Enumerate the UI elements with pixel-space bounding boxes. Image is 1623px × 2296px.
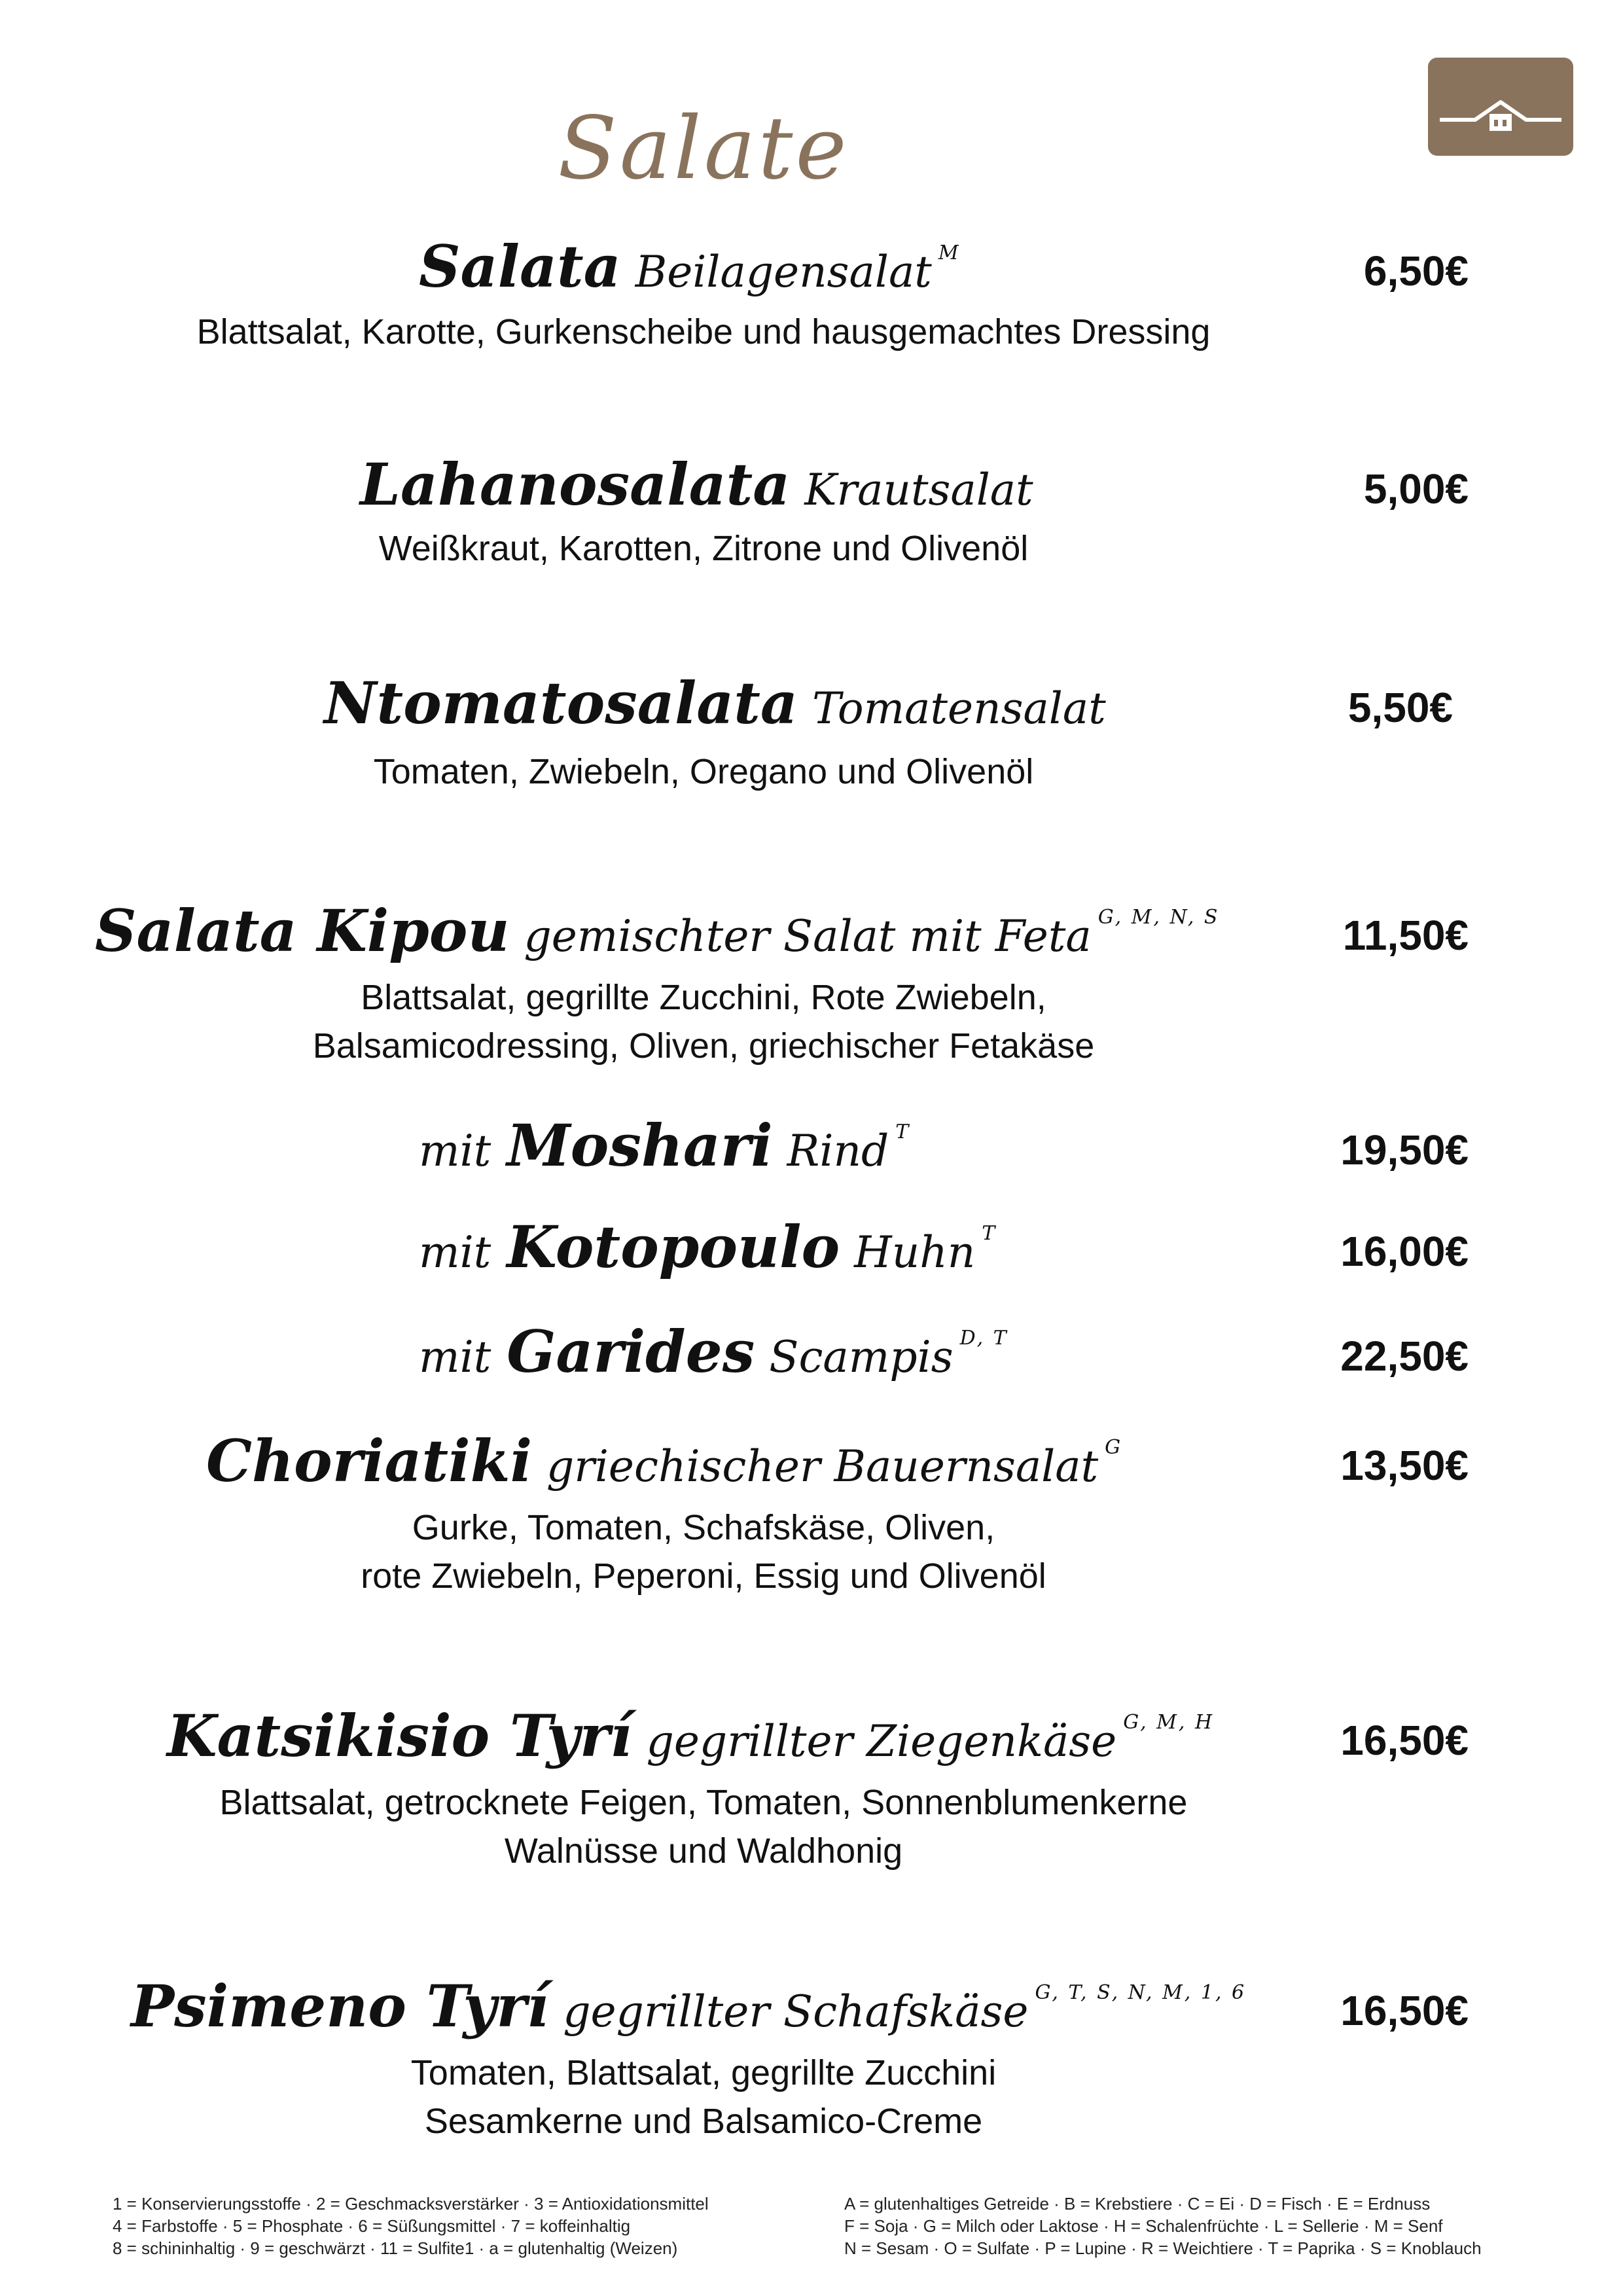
dish-greek-name: Katsikisio Tyrí xyxy=(167,1702,632,1770)
dish-description: Blattsalat, gegrillte Zucchini, Rote Zwiebeln, xyxy=(361,978,1046,1017)
dish-greek-name: Moshari xyxy=(507,1111,773,1179)
dish-german-name: griechischer Bauernsalat xyxy=(546,1441,1099,1492)
dish-german-name: Tomatensalat xyxy=(812,683,1106,734)
dish-greek-name: Lahanosalata xyxy=(360,450,791,518)
allergen-codes: G, M, N, S xyxy=(1097,906,1220,929)
legend-line: 8 = schininhaltig · 9 = geschwärzt · 11 = Sulfite1 · a = glutenhaltig (Weizen) xyxy=(113,2238,678,2258)
allergen-codes: D, T xyxy=(959,1327,1008,1350)
menu-item xyxy=(0,1427,1623,1623)
dish-greek-name: Salata xyxy=(419,232,621,300)
dish-price: 16,50€ xyxy=(1340,1987,1469,2034)
dish-german-name: gegrillter Ziegenkäse xyxy=(646,1716,1117,1767)
allergen-codes: T xyxy=(982,1222,997,1245)
dish-price: 13,50€ xyxy=(1340,1442,1469,1489)
allergen-codes: G, T, S, N, M, 1, 6 xyxy=(1035,1981,1247,2004)
dish-description: rote Zwiebeln, Peperoni, Essig und Olivenöl xyxy=(361,1556,1046,1596)
dish-german-name: Krautsalat xyxy=(804,465,1033,515)
dish-greek-name: Choriatiki xyxy=(206,1427,533,1495)
dish-description: Gurke, Tomaten, Schafskäse, Oliven, xyxy=(412,1508,995,1547)
page-title: Salate xyxy=(558,98,849,199)
dish-greek-name: Salata Kipou xyxy=(95,897,510,965)
dish-prefix: mit xyxy=(419,1126,491,1176)
dish-price: 16,50€ xyxy=(1340,1717,1469,1764)
dish-description: Walnüsse und Waldhonig xyxy=(504,1831,903,1871)
dish-greek-name: Psimeno Tyrí xyxy=(131,1972,549,2040)
dish-description: Blattsalat, Karotte, Gurkenscheibe und hausgemachtes Dressing xyxy=(196,312,1211,351)
legend-line: 4 = Farbstoffe · 5 = Phosphate · 6 = Süßungsmittel · 7 = koffeinhaltig xyxy=(113,2216,631,2236)
menu-item xyxy=(0,1213,1623,1285)
dish-german-name: Beilagensalat xyxy=(635,247,932,297)
dish-price: 11,50€ xyxy=(1342,912,1469,959)
dish-german-name: Huhn xyxy=(854,1227,976,1278)
menu-item xyxy=(0,669,1623,800)
dish-description: Tomaten, Blattsalat, gegrillte Zucchini xyxy=(410,2053,997,2092)
legend-line: N = Sesam · O = Sulfate · P = Lupine · R = Weichtiere · T = Paprika · S = Knoblauch xyxy=(844,2238,1482,2258)
allergen-codes: G, M, H xyxy=(1123,1711,1215,1734)
dish-price: 19,50€ xyxy=(1340,1126,1469,1174)
logo xyxy=(1428,58,1573,156)
legend-line: F = Soja · G = Milch oder Laktose · H = Schalenfrüchte · L = Sellerie · M = Senf xyxy=(844,2216,1443,2236)
legend-line: A = glutenhaltiges Getreide · B = Krebstiere · C = Ei · D = Fisch · E = Erdnuss xyxy=(844,2194,1431,2214)
dish-greek-name: Garides xyxy=(507,1318,755,1386)
legend-allergens xyxy=(844,2193,1482,2259)
dish-german-name: gemischter Salat mit Feta xyxy=(524,911,1092,961)
menu-item xyxy=(0,1111,1623,1183)
dish-description: Balsamicodressing, Oliven, griechischer Fetakäse xyxy=(312,1026,1095,1066)
dish-prefix: mit xyxy=(419,1332,491,1382)
dish-prefix: mit xyxy=(419,1227,491,1278)
menu-item xyxy=(0,1972,1623,2168)
dish-description: Sesamkerne und Balsamico-Creme xyxy=(424,2102,983,2141)
menu-item xyxy=(0,1318,1623,1390)
dish-price: 6,50€ xyxy=(1363,247,1469,295)
menu-item xyxy=(0,450,1623,581)
legend-additives xyxy=(113,2193,709,2259)
dish-description: Tomaten, Zwiebeln, Oregano und Olivenöl xyxy=(373,752,1034,791)
menu-item xyxy=(0,232,1623,363)
dish-german-name: Scampis xyxy=(769,1332,954,1382)
menu-item xyxy=(0,897,1623,1093)
dish-price: 5,50€ xyxy=(1347,684,1453,731)
dish-price: 16,00€ xyxy=(1340,1228,1469,1275)
allergen-codes: G xyxy=(1105,1436,1123,1459)
dish-german-name: gegrillter Schafskäse xyxy=(563,1986,1029,2037)
allergen-codes: M xyxy=(938,242,961,264)
dish-price: 22,50€ xyxy=(1340,1333,1469,1380)
legend-line: 1 = Konservierungsstoffe · 2 = Geschmacksverstärker · 3 = Antioxidationsmittel xyxy=(113,2194,709,2214)
dish-greek-name: Ntomatosalata xyxy=(324,669,798,737)
menu-item xyxy=(0,1702,1623,1898)
house-roof-icon xyxy=(1428,58,1573,156)
allergen-codes: T xyxy=(895,1121,911,1143)
dish-price: 5,00€ xyxy=(1363,465,1469,512)
dish-description: Weißkraut, Karotten, Zitrone und Olivenöl xyxy=(378,529,1029,568)
dish-greek-name: Kotopoulo xyxy=(507,1213,840,1281)
dish-description: Blattsalat, getrocknete Feigen, Tomaten, Sonnenblumenkerne xyxy=(219,1783,1188,1822)
dish-german-name: Rind xyxy=(787,1126,889,1176)
